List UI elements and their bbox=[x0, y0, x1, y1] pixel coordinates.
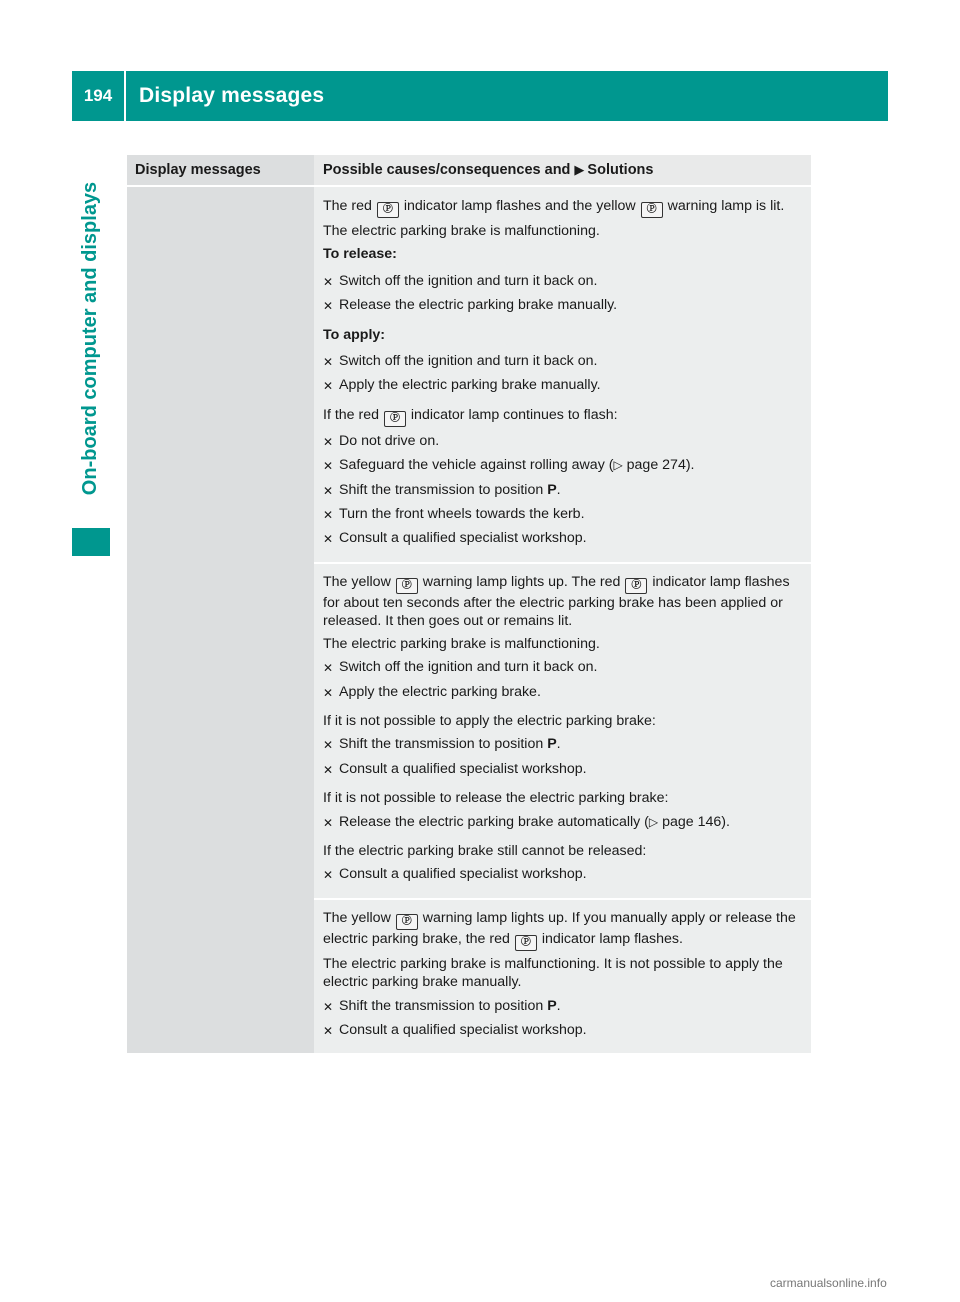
step-arrow-icon: ✕ bbox=[323, 999, 334, 1014]
section-1 bbox=[314, 187, 811, 562]
step-text: Consult a qualified specialist workshop. bbox=[339, 866, 587, 883]
section-3 bbox=[314, 898, 811, 1054]
step-text: Release the electric parking brake manually. bbox=[339, 297, 618, 314]
side-tab-label: On-board computer and displays bbox=[79, 181, 102, 496]
step bbox=[323, 456, 805, 475]
col-header-causes-text: Possible causes/consequences and bbox=[323, 162, 571, 178]
intro-text: The red bbox=[323, 198, 372, 214]
step bbox=[323, 352, 805, 371]
condition-text: indicator lamp continues to flash: bbox=[410, 406, 618, 423]
malfunction-text: The electric parking brake is malfunctioning. It is not possible to apply the electric parking brake manually. bbox=[323, 955, 783, 991]
step-arrow-icon: ✕ bbox=[323, 868, 334, 883]
step: ✕ Shift the transmission to position P. bbox=[323, 481, 805, 500]
intro-text: The yellow bbox=[323, 909, 391, 926]
step bbox=[323, 272, 805, 291]
step-arrow-icon: ✕ bbox=[323, 815, 334, 830]
col-header-causes bbox=[314, 155, 811, 185]
step-arrow-icon: ✕ bbox=[323, 508, 334, 523]
table-header bbox=[127, 155, 811, 187]
section-2 bbox=[314, 562, 811, 898]
parking-brake-indicator-icon: Ⓟ bbox=[396, 578, 418, 594]
col-header-display-messages: Display messages bbox=[127, 155, 314, 185]
step-arrow-icon: ✕ bbox=[323, 299, 334, 314]
step-arrow-icon: ✕ bbox=[323, 1023, 334, 1038]
step bbox=[323, 865, 805, 884]
step bbox=[323, 376, 805, 395]
step-text: Consult a qualified specialist workshop. bbox=[339, 530, 587, 547]
intro-text: indicator lamp flashes for about ten seconds after the electric parking brake has been applied or released. It then goes out or remains lit. bbox=[323, 573, 790, 630]
page-ref-link[interactable]: page 146). bbox=[662, 813, 730, 830]
step-arrow-icon: ✕ bbox=[323, 661, 334, 676]
intro-text: indicator lamp flashes. bbox=[541, 930, 683, 947]
intro-text: warning lamp lights up. The red bbox=[422, 573, 621, 590]
side-tab bbox=[72, 121, 110, 556]
step-arrow-icon: ✕ bbox=[323, 379, 334, 394]
step bbox=[323, 760, 805, 779]
intro-text: The yellow bbox=[323, 573, 391, 590]
page-ref-icon: ▷ bbox=[648, 814, 659, 829]
step-text: Apply the electric parking brake. bbox=[339, 683, 541, 700]
step-arrow-icon: ✕ bbox=[323, 738, 334, 753]
solutions-arrow-icon: ▶ bbox=[574, 162, 585, 177]
condition-text: If the electric parking brake still cannot be released: bbox=[323, 842, 647, 859]
parking-brake-indicator-icon: Ⓟ bbox=[625, 578, 647, 594]
page-header bbox=[72, 71, 888, 121]
page-ref-icon: ▷ bbox=[613, 458, 623, 473]
step bbox=[323, 683, 805, 702]
page-ref-link[interactable]: page 274). bbox=[626, 457, 695, 474]
section2-intro bbox=[323, 573, 805, 631]
step-text: Shift the transmission to position bbox=[339, 481, 544, 498]
parking-brake-indicator-icon: Ⓟ bbox=[384, 411, 406, 427]
release-heading: To release: bbox=[323, 246, 397, 263]
display-message-cell bbox=[127, 187, 314, 1053]
step-text: Switch off the ignition and turn it back on. bbox=[339, 353, 598, 370]
intro-text: indicator lamp flashes and the yellow bbox=[403, 198, 636, 214]
step-arrow-icon: ✕ bbox=[323, 434, 334, 449]
header-title: Display messages bbox=[139, 84, 325, 107]
position-p: P bbox=[547, 481, 557, 498]
side-tab-marker bbox=[72, 528, 110, 556]
table-body bbox=[127, 187, 811, 1053]
step bbox=[323, 813, 805, 832]
step-text: Consult a qualified specialist workshop. bbox=[339, 760, 587, 777]
apply-heading: To apply: bbox=[323, 326, 386, 343]
step-text: Release the electric parking brake automatically ( bbox=[339, 813, 649, 830]
page-number: 194 bbox=[72, 71, 126, 121]
condition-text: If it is not possible to apply the electric parking brake: bbox=[323, 712, 656, 729]
step-arrow-icon: ✕ bbox=[323, 685, 334, 700]
flash-condition bbox=[323, 406, 805, 427]
position-p: P bbox=[547, 997, 557, 1014]
step-text: Do not drive on. bbox=[339, 432, 440, 449]
step-text: Apply the electric parking brake manually. bbox=[339, 377, 601, 394]
step-text: Switch off the ignition and turn it back on. bbox=[339, 659, 598, 676]
step bbox=[323, 505, 805, 524]
step-arrow-icon: ✕ bbox=[323, 532, 334, 547]
step-arrow-icon: ✕ bbox=[323, 355, 334, 370]
step-text: Turn the front wheels towards the kerb. bbox=[339, 506, 585, 523]
section3-intro bbox=[323, 909, 805, 951]
footer-watermark: carmanualsonline.info bbox=[770, 1276, 887, 1290]
malfunction-text: The electric parking brake is malfunctioning. bbox=[323, 223, 600, 239]
causes-cell bbox=[314, 187, 811, 1053]
parking-brake-indicator-icon: Ⓟ bbox=[515, 935, 537, 951]
step bbox=[323, 432, 805, 451]
step bbox=[323, 658, 805, 677]
step-arrow-icon: ✕ bbox=[323, 274, 334, 289]
intro-text: warning lamp lights up. If you manually apply or release the electric parking brake, the red bbox=[323, 909, 796, 947]
step-text: Shift the transmission to position bbox=[339, 997, 544, 1014]
step: ✕ Shift the transmission to position P. bbox=[323, 735, 805, 754]
step-arrow-icon: ✕ bbox=[323, 483, 334, 498]
section1-intro bbox=[323, 197, 805, 218]
condition-text: If it is not possible to release the electric parking brake: bbox=[323, 790, 669, 807]
step-text: Safeguard the vehicle against rolling away ( bbox=[339, 457, 614, 474]
step-arrow-icon: ✕ bbox=[323, 762, 334, 777]
parking-brake-indicator-icon: Ⓟ bbox=[396, 914, 418, 930]
parking-brake-indicator-icon: Ⓟ bbox=[377, 202, 399, 218]
messages-table bbox=[127, 155, 811, 1053]
step bbox=[323, 529, 805, 548]
col-header-solutions-text: Solutions bbox=[587, 162, 654, 178]
step-text: Shift the transmission to position bbox=[339, 736, 544, 753]
intro-text: warning lamp is lit. bbox=[667, 198, 785, 214]
malfunction-text: The electric parking brake is malfunctioning. bbox=[323, 635, 600, 652]
step-text: Consult a qualified specialist workshop. bbox=[339, 1021, 587, 1038]
step bbox=[323, 296, 805, 315]
step-text: Switch off the ignition and turn it back on. bbox=[339, 272, 598, 289]
parking-brake-indicator-icon: Ⓟ bbox=[641, 202, 663, 218]
step-arrow-icon: ✕ bbox=[323, 459, 334, 474]
condition-text: If the red bbox=[323, 406, 379, 423]
step: ✕ Shift the transmission to position P. bbox=[323, 997, 805, 1016]
step bbox=[323, 1021, 805, 1040]
position-p: P bbox=[547, 736, 557, 753]
